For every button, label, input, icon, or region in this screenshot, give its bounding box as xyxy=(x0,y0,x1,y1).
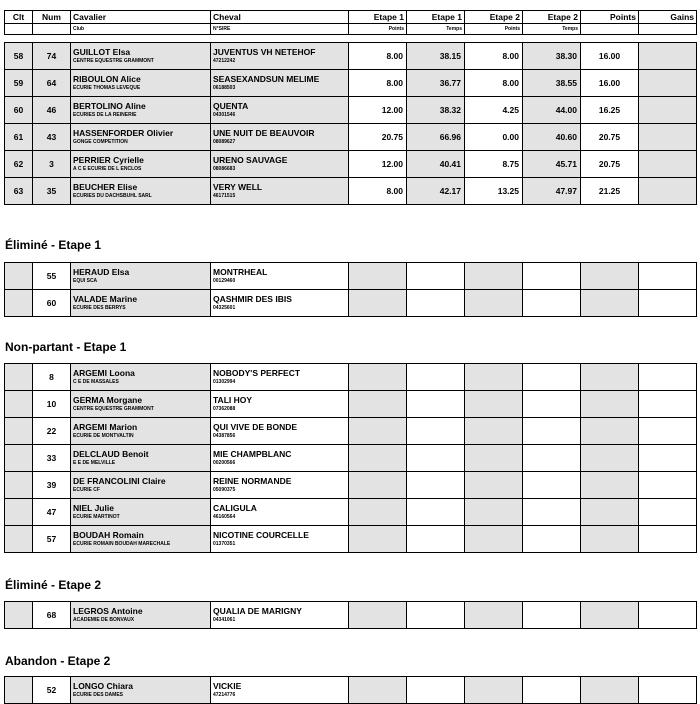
ranking-table xyxy=(4,10,697,205)
column-header: Etape 1 xyxy=(349,11,407,24)
horse-name: QUI VIVE DE BONDE xyxy=(213,422,298,432)
horse-name-cell xyxy=(211,602,349,629)
stage1-points: 8.00 xyxy=(349,70,407,97)
stage2-time xyxy=(523,526,581,553)
stage1-time: 40.41 xyxy=(407,151,465,178)
sire-number: 04387856 xyxy=(213,433,236,439)
horse-name-cell xyxy=(211,178,349,205)
total-points: 20.75 xyxy=(581,151,639,178)
rider-name: ARGEMI Loona xyxy=(73,368,135,378)
club-name: EQUI SCA xyxy=(73,278,98,284)
stage1-time xyxy=(407,445,465,472)
rider-name: VALADE Marine xyxy=(73,294,138,304)
total-points: 16.25 xyxy=(581,97,639,124)
total-points xyxy=(581,263,639,290)
sire-number: 46160564 xyxy=(213,514,236,520)
rider-name-cell xyxy=(71,526,211,553)
section-title: Abandon - Etape 2 xyxy=(5,654,111,668)
rider-name: PERRIER Cyrielle xyxy=(73,155,144,165)
rider-name-cell xyxy=(71,43,211,70)
stage1-time: 38.32 xyxy=(407,97,465,124)
rider-name: DELCLAUD Benoit xyxy=(73,449,149,459)
section-table xyxy=(4,363,697,553)
sire-number: 46171515 xyxy=(213,193,236,199)
rider-name-cell xyxy=(71,97,211,124)
horse-name-cell xyxy=(211,124,349,151)
horse-name-cell xyxy=(211,290,349,317)
stage1-points: 8.00 xyxy=(349,178,407,205)
horse-name: TALI HOY xyxy=(213,395,253,405)
header-row xyxy=(5,11,697,24)
club-name: A C E ECURIE DE L ENCLOS xyxy=(73,166,142,172)
club-name: ECURIE MARTINOT xyxy=(73,514,120,520)
total-points xyxy=(581,364,639,391)
rider-name: GUILLOT Elsa xyxy=(73,47,131,57)
club-name: GONGE COMPETITION xyxy=(73,139,128,145)
horse-name: CALIGULA xyxy=(213,503,257,513)
rider-name-cell xyxy=(71,602,211,629)
total-points xyxy=(581,472,639,499)
horse-name: JUVENTUS VH NETEHOF xyxy=(213,47,316,57)
stage2-points xyxy=(465,526,523,553)
horse-name-cell xyxy=(211,97,349,124)
sire-number: 01302994 xyxy=(213,379,236,385)
stage2-time xyxy=(523,472,581,499)
sire-number: 05090375 xyxy=(213,487,236,493)
club-name: ECURIES DE LA REINERIE xyxy=(73,112,137,118)
table-row xyxy=(5,97,697,124)
gains-cell xyxy=(639,526,697,553)
sire-number: 00129460 xyxy=(213,278,236,284)
stage1-points xyxy=(349,263,407,290)
number-cell: 46 xyxy=(33,97,71,124)
stage1-time xyxy=(407,526,465,553)
sire-number: 04301546 xyxy=(213,112,236,118)
section-title: Éliminé - Etape 1 xyxy=(5,238,102,252)
total-points xyxy=(581,677,639,704)
rank-cell xyxy=(5,526,33,553)
column-subheader xyxy=(5,24,33,35)
rank-cell xyxy=(5,602,33,629)
stage1-points: 8.00 xyxy=(349,43,407,70)
table-row xyxy=(5,364,697,391)
total-points: 16.00 xyxy=(581,70,639,97)
stage2-points xyxy=(465,677,523,704)
rank-cell: 63 xyxy=(5,178,33,205)
stage1-points xyxy=(349,472,407,499)
horse-name-cell xyxy=(211,499,349,526)
rank-cell xyxy=(5,290,33,317)
stage2-points: 13.25 xyxy=(465,178,523,205)
gains-cell xyxy=(639,97,697,124)
column-subheader: Points xyxy=(465,24,523,35)
stage2-points xyxy=(465,499,523,526)
horse-name-cell xyxy=(211,364,349,391)
stage2-points xyxy=(465,472,523,499)
rider-name-cell xyxy=(71,124,211,151)
sire-number: 01370351 xyxy=(213,541,236,547)
rank-cell xyxy=(5,364,33,391)
club-name: ACADEMIE DE BONVAUX xyxy=(73,617,135,623)
stage1-points xyxy=(349,418,407,445)
rider-name-cell xyxy=(71,418,211,445)
sire-number: 08089627 xyxy=(213,139,236,145)
rider-name: HASSENFORDER Olivier xyxy=(73,128,174,138)
column-header: Etape 2 xyxy=(523,11,581,24)
rider-name: GERMA Morgane xyxy=(73,395,143,405)
column-header: Etape 1 xyxy=(407,11,465,24)
number-cell: 60 xyxy=(33,290,71,317)
rider-name-cell xyxy=(71,70,211,97)
stage1-points xyxy=(349,290,407,317)
gains-cell xyxy=(639,418,697,445)
stage1-points xyxy=(349,602,407,629)
rider-name-cell xyxy=(71,472,211,499)
horse-name: NOBODY'S PERFECT xyxy=(213,368,301,378)
rider-name-cell xyxy=(71,178,211,205)
column-header: Gains xyxy=(639,11,697,24)
gains-cell xyxy=(639,178,697,205)
stage2-time xyxy=(523,391,581,418)
horse-name: URENO SAUVAGE xyxy=(213,155,288,165)
stage2-time: 47.97 xyxy=(523,178,581,205)
table-row xyxy=(5,602,697,629)
section-table xyxy=(4,676,697,704)
number-cell: 35 xyxy=(33,178,71,205)
horse-name: MONTRHEAL xyxy=(213,267,268,277)
horse-name: UNE NUIT DE BEAUVOIR xyxy=(213,128,315,138)
number-cell: 47 xyxy=(33,499,71,526)
column-subheader: Points xyxy=(349,24,407,35)
gains-cell xyxy=(639,263,697,290)
stage2-time: 38.30 xyxy=(523,43,581,70)
stage1-points: 12.00 xyxy=(349,97,407,124)
table-row xyxy=(5,43,697,70)
number-cell: 10 xyxy=(33,391,71,418)
gains-cell xyxy=(639,677,697,704)
club-name: ECURIE DE MONTVALTIN xyxy=(73,433,134,439)
stage1-time xyxy=(407,391,465,418)
club-name: CENTRE EQUESTRE GRAMMONT xyxy=(73,406,154,412)
rider-name: DE FRANCOLINI Claire xyxy=(73,476,166,486)
column-header: Num xyxy=(33,11,71,24)
gains-cell xyxy=(639,445,697,472)
stage2-time xyxy=(523,499,581,526)
rank-cell xyxy=(5,418,33,445)
stage2-points xyxy=(465,290,523,317)
rider-name: NIEL Julie xyxy=(73,503,114,513)
total-points xyxy=(581,418,639,445)
stage1-time xyxy=(407,364,465,391)
horse-name: QUALIA DE MARIGNY xyxy=(213,606,302,616)
stage2-time xyxy=(523,445,581,472)
stage2-time: 40.60 xyxy=(523,124,581,151)
number-cell: 68 xyxy=(33,602,71,629)
stage2-time: 45.71 xyxy=(523,151,581,178)
section-table xyxy=(4,601,697,629)
horse-name-cell xyxy=(211,472,349,499)
rider-name: ARGEMI Marion xyxy=(73,422,138,432)
section-title: Non-partant - Etape 1 xyxy=(5,340,127,354)
stage1-time xyxy=(407,290,465,317)
rank-cell xyxy=(5,263,33,290)
stage1-time xyxy=(407,677,465,704)
total-points xyxy=(581,445,639,472)
table-row xyxy=(5,677,697,704)
column-header: Points xyxy=(581,11,639,24)
section-table xyxy=(4,262,697,317)
stage1-points xyxy=(349,526,407,553)
column-header: Clt xyxy=(5,11,33,24)
stage1-time: 42.17 xyxy=(407,178,465,205)
total-points: 16.00 xyxy=(581,43,639,70)
rider-name-cell xyxy=(71,151,211,178)
total-points xyxy=(581,290,639,317)
sire-number: 04325601 xyxy=(213,305,236,311)
table-row xyxy=(5,178,697,205)
stage1-points xyxy=(349,364,407,391)
rank-cell xyxy=(5,391,33,418)
stage1-time: 66.96 xyxy=(407,124,465,151)
total-points xyxy=(581,499,639,526)
number-cell: 74 xyxy=(33,43,71,70)
club-name: ECURIE CF xyxy=(73,487,100,493)
stage2-points: 4.25 xyxy=(465,97,523,124)
stage1-points xyxy=(349,391,407,418)
stage2-time xyxy=(523,677,581,704)
total-points xyxy=(581,602,639,629)
horse-name-cell xyxy=(211,263,349,290)
horse-name-cell xyxy=(211,43,349,70)
stage2-points xyxy=(465,391,523,418)
stage2-points xyxy=(465,602,523,629)
rider-name-cell xyxy=(71,499,211,526)
total-points xyxy=(581,391,639,418)
table-row xyxy=(5,391,697,418)
rider-name-cell xyxy=(71,445,211,472)
number-cell: 33 xyxy=(33,445,71,472)
column-subheader: N°SIRE xyxy=(211,24,349,35)
horse-name: QASHMIR DES IBIS xyxy=(213,294,292,304)
table-row xyxy=(5,418,697,445)
stage2-points: 8.00 xyxy=(465,70,523,97)
column-header: Cavalier xyxy=(71,11,211,24)
horse-name: NICOTINE COURCELLE xyxy=(213,530,309,540)
club-name: CENTRE EQUESTRE GRAMMONT xyxy=(73,58,154,64)
total-points: 20.75 xyxy=(581,124,639,151)
table-row xyxy=(5,124,697,151)
club-name: ECURIE THOMAS LEVEQUE xyxy=(73,85,141,91)
horse-name-cell xyxy=(211,445,349,472)
horse-name-cell xyxy=(211,151,349,178)
stage2-points: 0.00 xyxy=(465,124,523,151)
stage1-time xyxy=(407,499,465,526)
column-subheader xyxy=(33,24,71,35)
horse-name-cell xyxy=(211,70,349,97)
number-cell: 22 xyxy=(33,418,71,445)
sire-number: 47214776 xyxy=(213,692,236,698)
horse-name-cell xyxy=(211,526,349,553)
stage2-points: 8.75 xyxy=(465,151,523,178)
stage2-time xyxy=(523,263,581,290)
stage2-time: 44.00 xyxy=(523,97,581,124)
sire-number: 00200566 xyxy=(213,460,236,466)
table-row xyxy=(5,70,697,97)
stage1-time: 36.77 xyxy=(407,70,465,97)
column-subheader xyxy=(639,24,697,35)
gains-cell xyxy=(639,151,697,178)
stage1-points xyxy=(349,677,407,704)
club-name: E E DE MELVILLE xyxy=(73,460,116,466)
club-name: ECURIE ROMAIN BOUDAH MARECHALE xyxy=(73,541,171,547)
subheader-row xyxy=(5,24,697,35)
table-row xyxy=(5,445,697,472)
stage2-time xyxy=(523,418,581,445)
horse-name: QUENTA xyxy=(213,101,249,111)
gains-cell xyxy=(639,43,697,70)
rider-name-cell xyxy=(71,677,211,704)
rider-name-cell xyxy=(71,391,211,418)
total-points xyxy=(581,526,639,553)
stage2-points xyxy=(465,263,523,290)
section-title: Éliminé - Etape 2 xyxy=(5,578,102,592)
club-name: ECURIE DES DAMES xyxy=(73,692,124,698)
stage2-time xyxy=(523,364,581,391)
stage1-points: 12.00 xyxy=(349,151,407,178)
number-cell: 39 xyxy=(33,472,71,499)
number-cell: 3 xyxy=(33,151,71,178)
table-row xyxy=(5,151,697,178)
gains-cell xyxy=(639,290,697,317)
stage1-points xyxy=(349,445,407,472)
rider-name: RIBOULON Alice xyxy=(73,74,141,84)
column-subheader: Temps xyxy=(407,24,465,35)
rider-name: BERTOLINO Aline xyxy=(73,101,146,111)
stage1-points xyxy=(349,499,407,526)
sire-number: 07362088 xyxy=(213,406,236,412)
rider-name: HERAUD Elsa xyxy=(73,267,130,277)
number-cell: 52 xyxy=(33,677,71,704)
gains-cell xyxy=(639,364,697,391)
horse-name-cell xyxy=(211,418,349,445)
sire-number: 06188503 xyxy=(213,85,236,91)
stage1-time xyxy=(407,472,465,499)
horse-name-cell xyxy=(211,677,349,704)
stage1-points: 20.75 xyxy=(349,124,407,151)
rank-cell: 61 xyxy=(5,124,33,151)
horse-name: SEASEXANDSUN MELIME xyxy=(213,74,320,84)
gains-cell xyxy=(639,472,697,499)
table-row xyxy=(5,526,697,553)
rider-name: LEGROS Antoine xyxy=(73,606,143,616)
spacer-row xyxy=(5,35,697,43)
stage2-time xyxy=(523,602,581,629)
column-header: Cheval xyxy=(211,11,349,24)
horse-name: VERY WELL xyxy=(213,182,263,192)
rider-name: LONGO Chiara xyxy=(73,681,133,691)
number-cell: 55 xyxy=(33,263,71,290)
club-name: C E DE MASSALES xyxy=(73,379,119,385)
number-cell: 57 xyxy=(33,526,71,553)
horse-name-cell xyxy=(211,391,349,418)
table-row xyxy=(5,472,697,499)
column-header: Etape 2 xyxy=(465,11,523,24)
rank-cell: 60 xyxy=(5,97,33,124)
stage2-points: 8.00 xyxy=(465,43,523,70)
rank-cell xyxy=(5,445,33,472)
column-subheader xyxy=(581,24,639,35)
horse-name: REINE NORMANDE xyxy=(213,476,292,486)
gains-cell xyxy=(639,602,697,629)
column-subheader: Club xyxy=(71,24,211,35)
rank-cell: 62 xyxy=(5,151,33,178)
rider-name-cell xyxy=(71,290,211,317)
horse-name: MIE CHAMPBLANC xyxy=(213,449,292,459)
table-row xyxy=(5,499,697,526)
gains-cell xyxy=(639,124,697,151)
stage1-time xyxy=(407,418,465,445)
gains-cell xyxy=(639,391,697,418)
stage2-points xyxy=(465,364,523,391)
stage2-points xyxy=(465,445,523,472)
number-cell: 64 xyxy=(33,70,71,97)
rider-name: BEUCHER Elise xyxy=(73,182,138,192)
rank-cell: 58 xyxy=(5,43,33,70)
table-row xyxy=(5,263,697,290)
column-subheader: Temps xyxy=(523,24,581,35)
rank-cell xyxy=(5,472,33,499)
stage1-time xyxy=(407,602,465,629)
sire-number: 04341061 xyxy=(213,617,236,623)
rider-name: BOUDAH Romain xyxy=(73,530,144,540)
gains-cell xyxy=(639,499,697,526)
number-cell: 43 xyxy=(33,124,71,151)
rank-cell: 59 xyxy=(5,70,33,97)
rider-name-cell xyxy=(71,364,211,391)
club-name: ECURIE DES BERRYS xyxy=(73,305,126,311)
sire-number: 08086683 xyxy=(213,166,236,172)
number-cell: 8 xyxy=(33,364,71,391)
stage1-time: 38.15 xyxy=(407,43,465,70)
stage2-time xyxy=(523,290,581,317)
table-row xyxy=(5,290,697,317)
total-points: 21.25 xyxy=(581,178,639,205)
rank-cell xyxy=(5,677,33,704)
stage2-points xyxy=(465,418,523,445)
club-name: ECURIES DU DACHSBUHL SARL xyxy=(73,193,152,199)
horse-name: VICKIE xyxy=(213,681,242,691)
rider-name-cell xyxy=(71,263,211,290)
stage1-time xyxy=(407,263,465,290)
gains-cell xyxy=(639,70,697,97)
stage2-time: 38.55 xyxy=(523,70,581,97)
rank-cell xyxy=(5,499,33,526)
sire-number: 47212242 xyxy=(213,58,236,64)
